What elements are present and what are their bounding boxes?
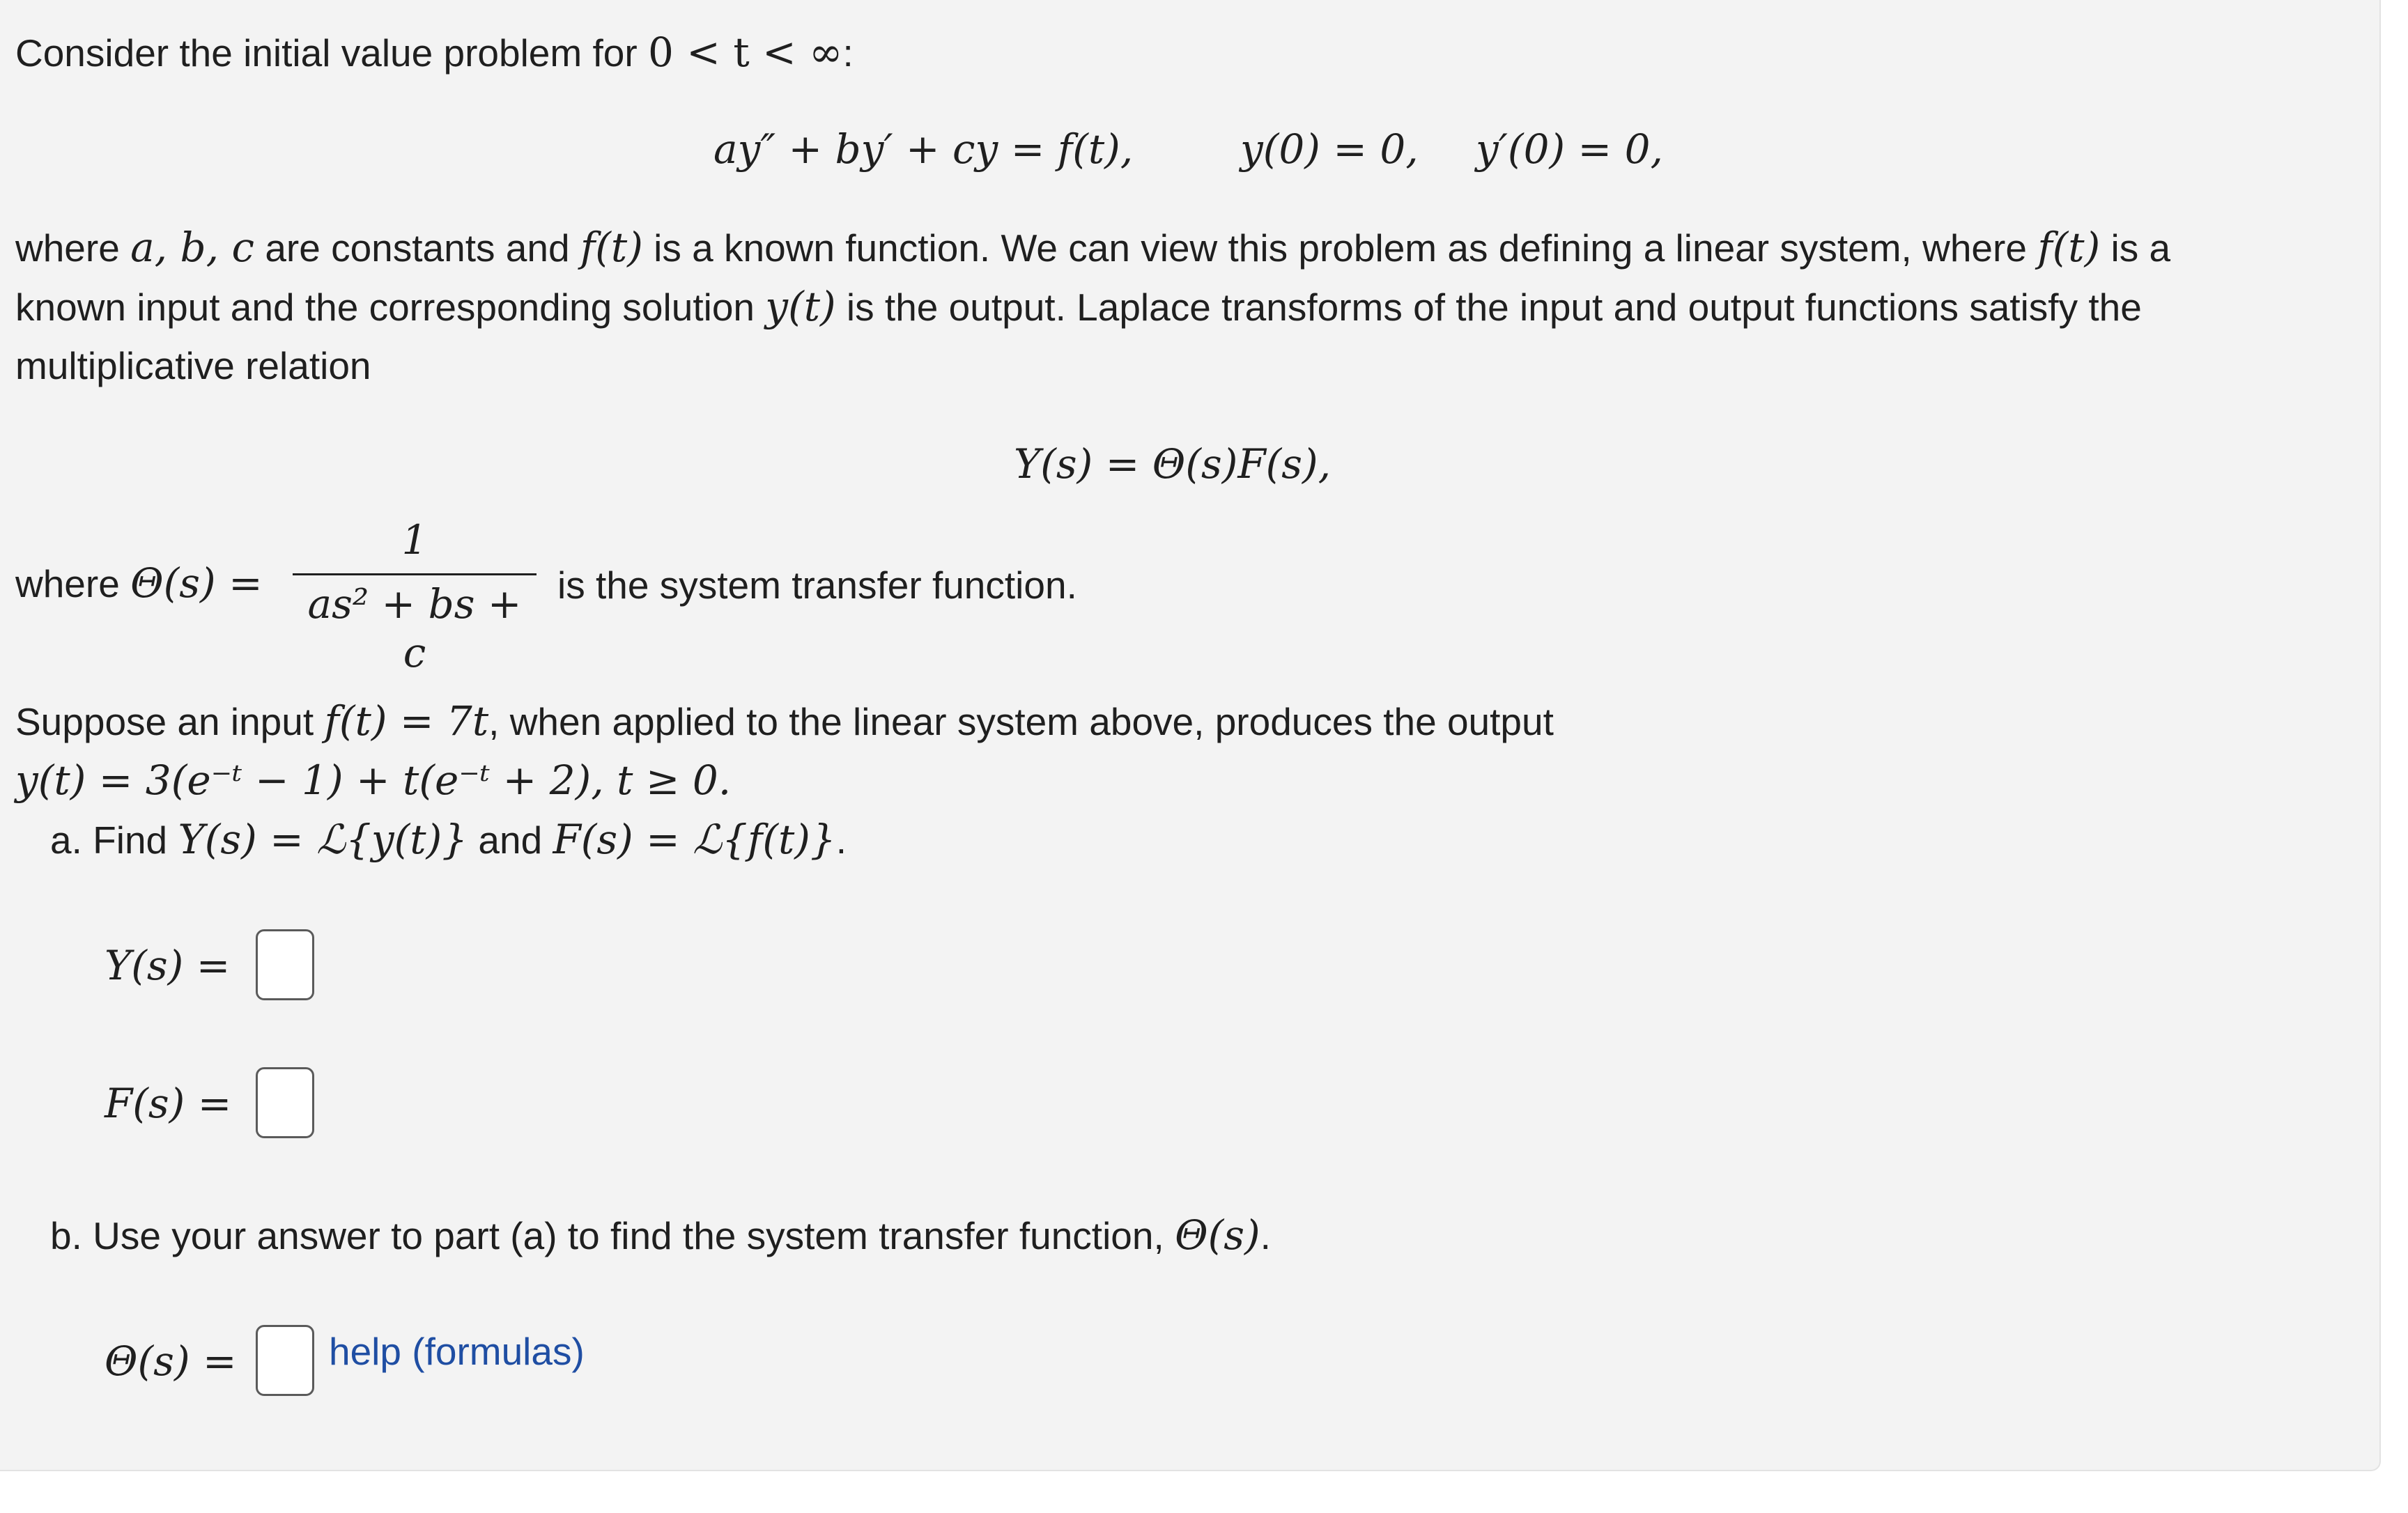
desc-text-3: is a known function. We can view this problem as defining a linear system, where (654, 226, 2027, 270)
description-line-2 (15, 282, 2142, 332)
description-line-1 (15, 223, 2170, 272)
part-b-theta: Θ(s) (1175, 1211, 1260, 1259)
part-b-label: b. (50, 1214, 82, 1257)
desc-text-2: are constants and (265, 226, 570, 270)
part-a-label: a. (50, 818, 82, 862)
part-b-text: Use your answer to part (a) to find the system transfer function, (93, 1214, 1164, 1257)
input-function: f(t) = 7t (324, 697, 489, 745)
multiplicative-relation: Y(s) = Θ(s)F(s), (1014, 440, 1332, 488)
intro-domain: 0 < t < ∞ (647, 29, 843, 76)
desc-ft-2: f(t) (2037, 224, 2101, 271)
desc-text-5: known input and the corresponding solution (15, 286, 755, 329)
theta-answer-box[interactable] (256, 1325, 314, 1396)
F-answer-input[interactable] (258, 1069, 315, 1138)
intro-colon: : (842, 31, 854, 75)
fraction-bar (293, 573, 537, 575)
fraction-numerator: 1 (401, 516, 428, 564)
fraction-denominator: as² + bs + c (307, 580, 522, 676)
part-a-Ys: Y(s) = ℒ{y(t)} (178, 816, 468, 863)
initial-condition-y0: y(0) = 0, (1240, 125, 1419, 173)
desc-constants: a, b, c (130, 224, 255, 271)
part-b-question (50, 1211, 1271, 1260)
intro-text: Consider the initial value problem for (15, 31, 638, 75)
transfer-where-text: where (15, 562, 120, 605)
desc-text-1: where (15, 226, 120, 270)
Y-answer-label: Y(s) = (105, 942, 231, 989)
desc-ft: f(t) (580, 224, 643, 271)
suppose-line (15, 697, 1554, 746)
desc-yt: y(t) (765, 283, 836, 330)
theta-answer-input[interactable] (258, 1327, 315, 1395)
suppose-text-2: , when applied to the linear system above, produces the output (488, 700, 1554, 743)
part-a-text: Find (93, 818, 168, 862)
part-a-Fs: F(s) = ℒ{f(t)} (553, 816, 836, 863)
transfer-where (15, 559, 263, 608)
initial-condition-yp0: y′(0) = 0, (1476, 125, 1663, 173)
transfer-description: is the system transfer function. (557, 564, 1077, 607)
part-a-question (50, 815, 847, 864)
suppose-text-1: Suppose an input (15, 700, 314, 743)
F-answer-box[interactable] (256, 1067, 314, 1138)
part-a-and: and (478, 818, 543, 862)
intro-line (15, 28, 854, 77)
theta-answer-label: Θ(s) = (105, 1337, 237, 1385)
Y-answer-input[interactable] (258, 931, 315, 1000)
part-a-period: . (835, 818, 847, 862)
ode-equation: ay″ + by′ + cy = f(t), (713, 125, 1134, 173)
part-b-period: . (1260, 1214, 1271, 1257)
description-line-3: multiplicative relation (15, 344, 371, 387)
desc-text-6: is the output. Laplace transforms of the input and output functions satisfy the (846, 286, 2142, 329)
output-function: y(t) = 3(e⁻ᵗ − 1) + t(e⁻ᵗ + 2), t ≥ 0. (15, 756, 732, 804)
transfer-lhs: Θ(s) = (130, 559, 263, 607)
desc-text-4: is a (2110, 226, 2171, 270)
help-formulas-link[interactable]: help (formulas) (329, 1330, 585, 1373)
Y-answer-box[interactable] (256, 929, 314, 1000)
F-answer-label: F(s) = (105, 1080, 232, 1127)
